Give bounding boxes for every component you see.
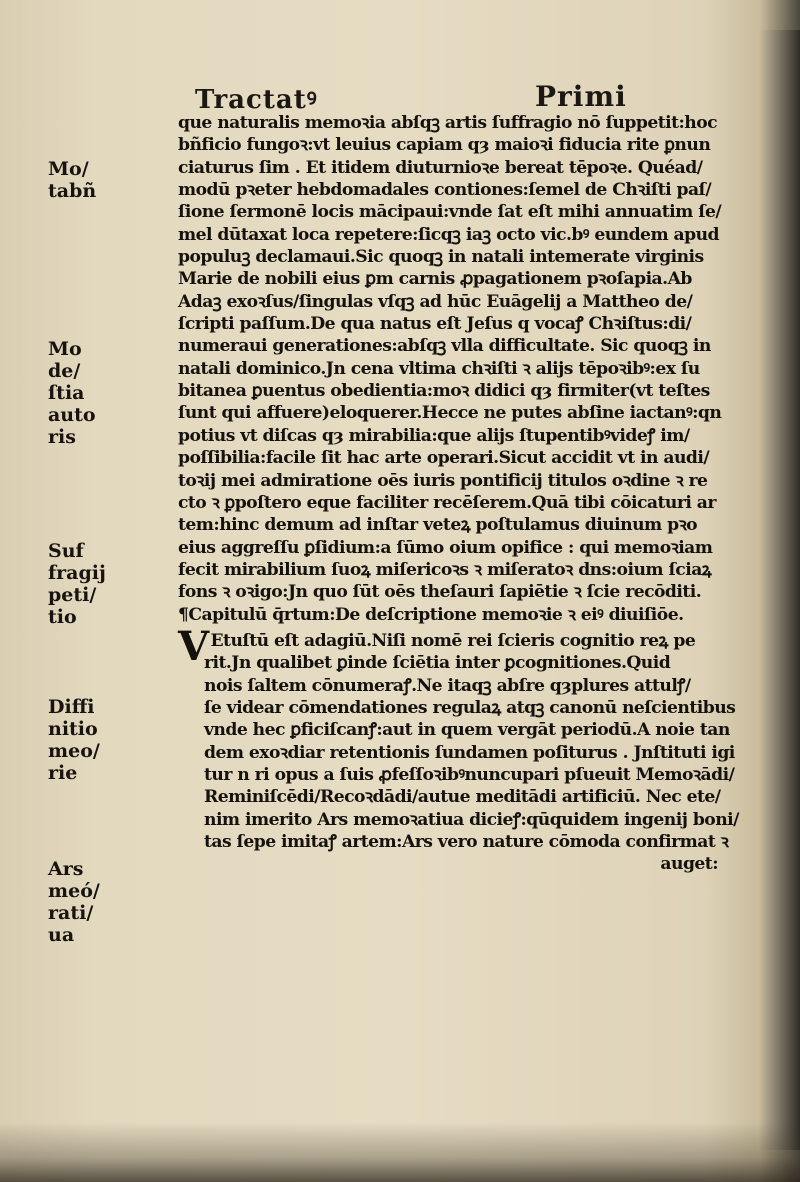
marginal-note-line: ſtia (48, 382, 85, 404)
text-line: numeraui generationes:abſqꝫ vlla difficultate. Sic quoqꝫ in (178, 336, 711, 357)
marginal-note-line: rie (48, 762, 78, 784)
marginal-note-line: nitio (48, 718, 98, 740)
chapter-text-line: dem exoꝛdiar retentionis ſundamen poſiturus . Jnſtituti igi (204, 742, 735, 763)
marginal-note-line: meo/ (48, 740, 100, 762)
text-line: toꝛij mei admiratione oēs iuris pontificij titulos oꝛdine ꝛ re (178, 470, 708, 491)
chapter-text-line: ſe videar cōmendationes regulaꝝ atqꝫ canonū neſcientibus (204, 697, 736, 718)
running-header-left: Tractatꝰ (195, 85, 318, 115)
page-bottom-shadow (0, 1122, 800, 1182)
catchword: auget: (660, 854, 718, 875)
text-line: mel dūtaxat loca repetere:ſicqꝫ iaꝫ octo vic.bꝰ eundem apud (178, 224, 719, 245)
text-line: modū pꝛeter hebdomadales contiones:ſemel de Chꝛiſti paſ/ (178, 180, 712, 201)
marginal-note-line: peti/ (48, 584, 97, 606)
text-line: bñficio fungoꝛ:vt leuius capiam qȝ maioꝛi fiducia rite ꝑnun (178, 135, 711, 156)
text-line: populuꝫ declamaui.Sic quoqꝫ in natali intemerate virginis (178, 247, 704, 268)
marginal-note (48, 338, 158, 448)
marginal-note (48, 540, 158, 628)
text-line: bitanea ꝑuentus obedientia:moꝛ didici qȝ firmiter(vt teſtes (178, 381, 710, 402)
text-line: ciaturus ſim . Et itidem diuturnioꝛe bereat tēpoꝛe. Quéad/ (178, 157, 703, 178)
chapter-text-line: nim imerito Ars memoꝛatiua dicieꝭ:qūquidem ingenij boni/ (204, 809, 739, 830)
text-line: Adaꝫ exoꝛſus/ſingulas vſqꝫ ad hūc Euāgelij a Mattheo de/ (178, 291, 693, 312)
main-text-block (178, 112, 758, 876)
chapter-text-line: tur n ri opus a ſuis ꝓfeſſoꝛibꝰnuncupari pſueuit Memoꝛādi/ (204, 764, 735, 785)
marginal-note-line: fragij (48, 562, 106, 584)
text-line: fons ꝛ oꝛigo:Jn quo ſūt oēs theſauri ſapiētie ꝛ ſcie recōditi. (178, 582, 702, 603)
chapter-text-line: tas ſepe imitaꝭ artem:Ars vero nature cōmoda confirmat ꝛ (204, 832, 729, 852)
chapter-text-line: Reminiſcēdi/Recoꝛdādi/autue meditādi artificiū. Nec ete/ (204, 787, 721, 808)
marginal-note-line: rati/ (48, 902, 94, 924)
marginal-note-line: tio (48, 606, 77, 628)
marginal-note (48, 158, 158, 202)
body-paragraph (178, 112, 758, 626)
text-line: Marie de nobili eius ꝑm carnis ꝓpagationem pꝛoſapia.Ab (178, 269, 692, 290)
text-line: cto ꝛ ꝑpoſtero eque faciliter recēſerem.Quā tibi cōicaturi ar (178, 492, 716, 513)
text-line: tem:hinc demum ad inſtar veteꝝ poſtulamus diuinum pꝛo (178, 515, 698, 536)
text-line: ¶Capitulū q̄rtum:De deſcriptione memoꝛie ꝛ eiꝰ diuiſiōe. (178, 604, 684, 625)
marginal-note-line: ua (48, 924, 75, 946)
marginal-note-line: Diffi (48, 696, 95, 718)
chapter-paragraph (178, 622, 758, 853)
text-line: ſunt qui affuere)eloquerer.Hecce ne putes abſine iactanꝰ:qn (178, 403, 722, 424)
marginal-note (48, 696, 158, 784)
text-line: eius aggreſſu ꝑſidium:a ſūmo oium opifice : qui memoꝛiam (178, 537, 713, 558)
marginal-note-line: Mo (48, 338, 82, 360)
chapter-text-line: vnde hec ꝑficiſcanꝭ:aut in quem vergāt periodū.A noie tan (204, 720, 730, 741)
marginal-note-line: auto (48, 404, 96, 426)
marginal-note-line: de/ (48, 360, 81, 382)
marginal-note-line: tabñ (48, 180, 97, 202)
text-line: ſione ſermonē locis mācipaui:vnde ſat eſt mihi annuatim ſe/ (178, 202, 722, 223)
text-line: potius vt diſcas qȝ mirabilia:que alijs ſtupentibꝰvideꝭ im/ (178, 425, 690, 446)
marginal-note-line: Mo/ (48, 158, 89, 180)
running-header-right: Primi (535, 80, 627, 113)
marginal-note-line: meó/ (48, 880, 100, 902)
chapter-first-line-text: Etuſtū eſt adagiū.Niſi nomē rei ſcieris cognitio reꝝ pe (210, 630, 696, 651)
text-line: poſſibilia:facile ſit hac arte operari.Sicut accidit vt in audi/ (178, 448, 710, 469)
text-line: ſcripti paſſum.De qua natus eſt Jeſus q vocaꝭ Chꝛiſtus:di/ (178, 314, 692, 335)
text-line: natali dominico.Jn cena vltima chꝛiſti ꝛ alijs tēpoꝛibꝰ:ex ſu (178, 358, 700, 379)
chapter-text-line: nois ſaltem cōnumeraꝭ.Ne itaqꝫ abſre qȝplures attulꝭ/ (204, 675, 691, 696)
chapter-text-line: rit.Jn qualibet ꝑinde ſciētia inter ꝑcognitiones.Quid (204, 653, 671, 674)
text-line: fecit mirabilium ſuoꝝ miſericoꝛs ꝛ miſeratoꝛ dns:oium ſciaꝝ (178, 559, 712, 580)
marginal-note-line: ris (48, 426, 76, 448)
page-gutter-shadow (758, 30, 800, 1150)
marginal-note (48, 858, 158, 946)
marginal-note-line: Ars (48, 858, 84, 880)
marginal-note-line: Suf (48, 540, 84, 562)
initial-letter: V (178, 622, 209, 670)
running-header (195, 80, 735, 116)
text-line: que naturalis memoꝛia abſqꝫ artis ſuffragio nō ſuppetit:hoc (178, 113, 718, 133)
